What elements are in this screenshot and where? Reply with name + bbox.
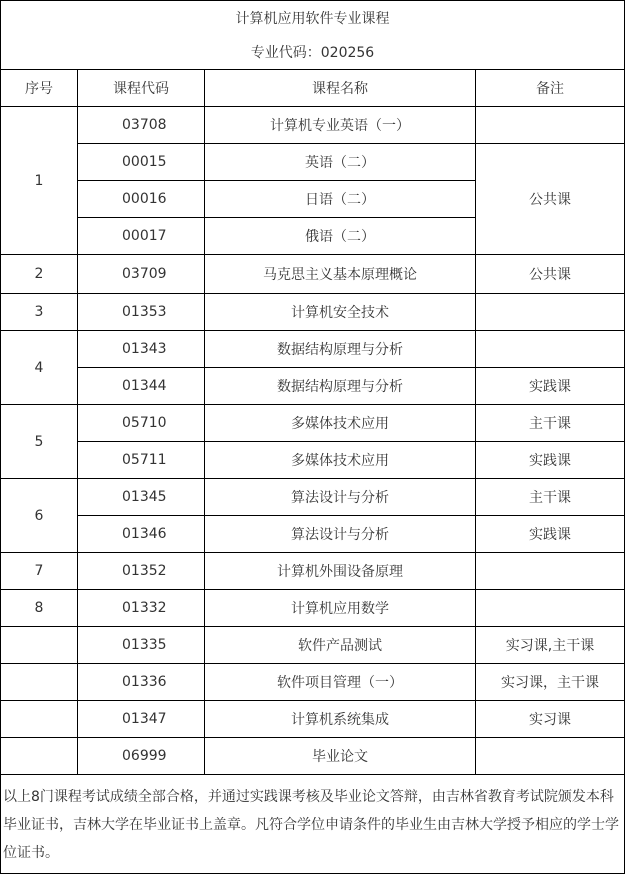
code-cell: 01336 xyxy=(78,664,205,701)
remark-cell xyxy=(476,331,625,368)
table-row xyxy=(1,442,625,479)
code-cell: 05710 xyxy=(78,405,205,442)
table-row xyxy=(1,144,625,181)
name-cell: 计算机应用数学 xyxy=(205,590,476,627)
code-cell: 05711 xyxy=(78,442,205,479)
remark-cell: 主干课 xyxy=(476,479,625,516)
code-cell: 01352 xyxy=(78,553,205,590)
code-cell: 01335 xyxy=(78,627,205,664)
code-cell: 01353 xyxy=(78,294,205,331)
remark-cell xyxy=(476,553,625,590)
name-cell: 毕业论文 xyxy=(205,738,476,775)
seq-cell: 4 xyxy=(1,331,78,405)
table-row xyxy=(1,479,625,516)
seq-cell xyxy=(1,701,78,738)
header-name: 课程名称 xyxy=(205,70,476,107)
seq-cell: 1 xyxy=(1,107,78,255)
remark-cell: 公共课 xyxy=(476,144,625,255)
code-cell: 00015 xyxy=(78,144,205,181)
code-cell: 03709 xyxy=(78,255,205,294)
remark-cell: 实践课 xyxy=(476,368,625,405)
code-cell: 01345 xyxy=(78,479,205,516)
table-row xyxy=(1,331,625,368)
name-cell: 英语（二） xyxy=(205,144,476,181)
name-cell: 软件项目管理（一） xyxy=(205,664,476,701)
seq-cell: 6 xyxy=(1,479,78,553)
code-cell: 00017 xyxy=(78,218,205,255)
name-cell: 俄语（二） xyxy=(205,218,476,255)
seq-cell: 3 xyxy=(1,294,78,331)
remark-cell: 实践课 xyxy=(476,442,625,479)
table-row xyxy=(1,107,625,144)
remark-cell xyxy=(476,738,625,775)
note-row xyxy=(1,775,625,874)
table-row xyxy=(1,738,625,775)
name-cell: 多媒体技术应用 xyxy=(205,405,476,442)
remark-cell: 公共课 xyxy=(476,255,625,294)
seq-cell xyxy=(1,664,78,701)
seq-cell: 2 xyxy=(1,255,78,294)
header-seq: 序号 xyxy=(1,70,78,107)
name-cell: 计算机专业英语（一） xyxy=(205,107,476,144)
header-row xyxy=(1,70,625,107)
seq-cell xyxy=(1,738,78,775)
code-cell: 06999 xyxy=(78,738,205,775)
code-cell: 00016 xyxy=(78,181,205,218)
table-row xyxy=(1,664,625,701)
name-cell: 马克思主义基本原理概论 xyxy=(205,255,476,294)
seq-cell xyxy=(1,627,78,664)
code-cell: 01346 xyxy=(78,516,205,553)
remark-cell: 实习课 xyxy=(476,701,625,738)
remark-cell xyxy=(476,107,625,144)
table-row xyxy=(1,255,625,294)
name-cell: 数据结构原理与分析 xyxy=(205,368,476,405)
title-row xyxy=(1,1,625,36)
table-title: 计算机应用软件专业课程 xyxy=(1,1,625,36)
code-cell: 01332 xyxy=(78,590,205,627)
seq-cell: 8 xyxy=(1,590,78,627)
subtitle-row xyxy=(1,35,625,70)
code-cell: 01343 xyxy=(78,331,205,368)
code-cell: 01347 xyxy=(78,701,205,738)
seq-cell: 5 xyxy=(1,405,78,479)
remark-cell: 实习课，主干课 xyxy=(476,664,625,701)
name-cell: 计算机外围设备原理 xyxy=(205,553,476,590)
remark-cell: 实践课 xyxy=(476,516,625,553)
table-row xyxy=(1,405,625,442)
name-cell: 计算机安全技术 xyxy=(205,294,476,331)
graduation-note: 以上8门课程考试成绩全部合格，并通过实践课考核及毕业论文答辩，由吉林省教育考试院颁发本科毕业证书，吉林大学在毕业证书上盖章。凡符合学位申请条件的毕业生由吉林大学授予相应的学士学位证书。 xyxy=(1,775,625,874)
table-row xyxy=(1,516,625,553)
header-remark: 备注 xyxy=(476,70,625,107)
remark-cell: 实习课,主干课 xyxy=(476,627,625,664)
name-cell: 软件产品测试 xyxy=(205,627,476,664)
name-cell: 算法设计与分析 xyxy=(205,516,476,553)
name-cell: 计算机系统集成 xyxy=(205,701,476,738)
table-row xyxy=(1,553,625,590)
code-cell: 01344 xyxy=(78,368,205,405)
table-row xyxy=(1,368,625,405)
remark-cell xyxy=(476,590,625,627)
seq-cell: 7 xyxy=(1,553,78,590)
table-subtitle: 专业代码：020256 xyxy=(1,35,625,70)
name-cell: 日语（二） xyxy=(205,181,476,218)
remark-cell: 主干课 xyxy=(476,405,625,442)
header-code: 课程代码 xyxy=(78,70,205,107)
table-row xyxy=(1,627,625,664)
table-row xyxy=(1,590,625,627)
name-cell: 算法设计与分析 xyxy=(205,479,476,516)
name-cell: 多媒体技术应用 xyxy=(205,442,476,479)
table-row xyxy=(1,701,625,738)
code-cell: 03708 xyxy=(78,107,205,144)
remark-cell xyxy=(476,294,625,331)
name-cell: 数据结构原理与分析 xyxy=(205,331,476,368)
table-row xyxy=(1,294,625,331)
